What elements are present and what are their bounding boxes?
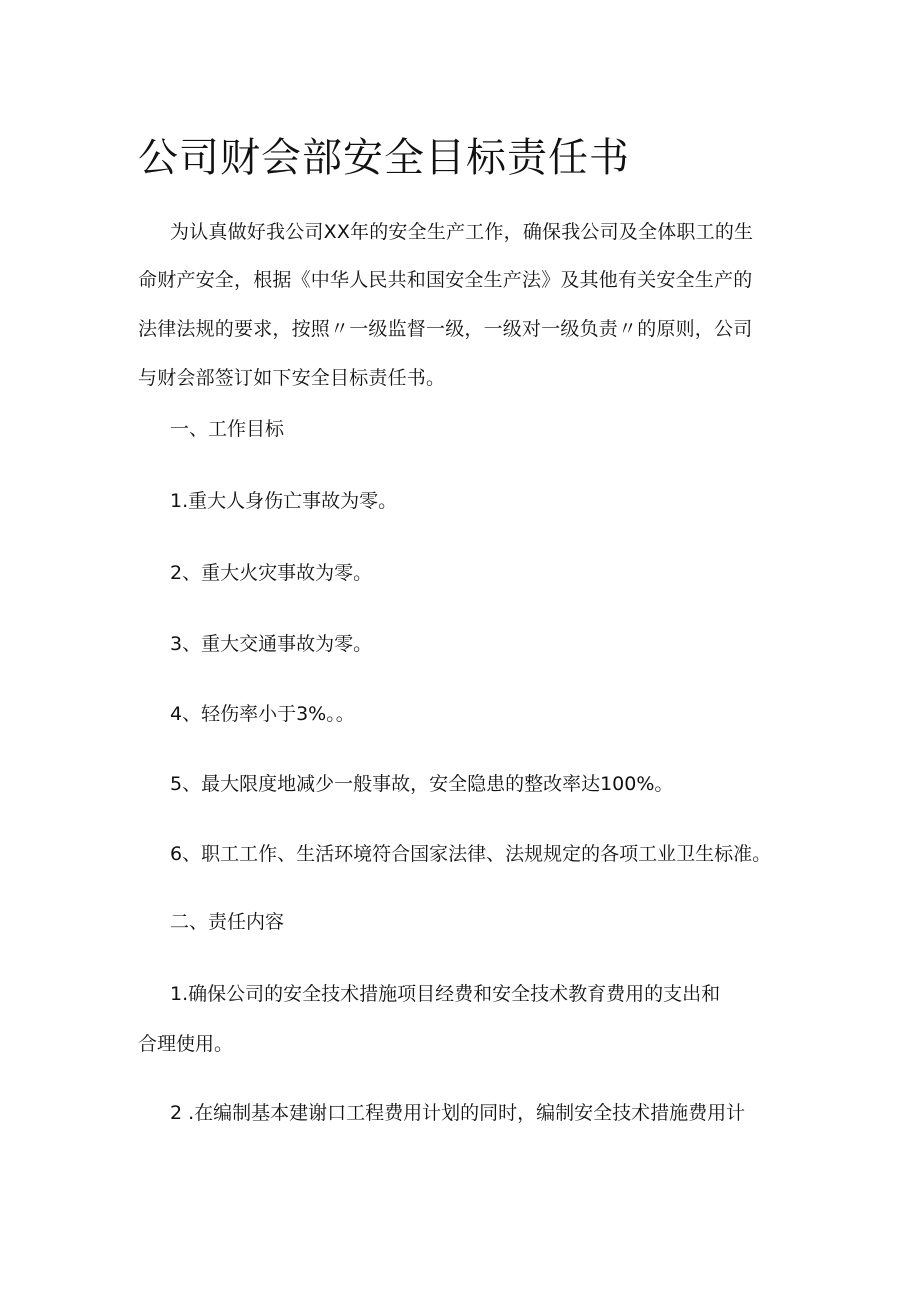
intro-line: 命财产安全，根据《中华人民共和国安全生产法》及其他有关安全生产的 [138, 269, 753, 291]
goal-item-5: 5、最大限度地减少一般事故，安全隐患的整改率达100%。 [170, 773, 674, 795]
goal-item-1: 1.重大人身伤亡事故为零。 [170, 490, 398, 512]
section-heading-responsibilities: 二、责任内容 [170, 911, 285, 933]
responsibility-item-1-cont: 合理使用。 [138, 1033, 234, 1055]
section-heading-work-goals: 一、工作目标 [170, 418, 285, 440]
intro-line: 法律法规的要求，按照〃一级监督一级，一级对一级负责〃的原则，公司 [138, 318, 753, 340]
intro-line: 为认真做好我公司XX年的安全生产工作，确保我公司及全体职工的生 [170, 221, 754, 243]
responsibility-item-1: 1.确保公司的安全技术措施项目经费和安全技术教育费用的支出和 [170, 983, 721, 1005]
document-title: 公司财会部安全目标责任书 [138, 135, 630, 181]
goal-item-2: 2、重大火灾事故为零。 [170, 562, 373, 584]
intro-line: 与财会部签订如下安全目标责任书。 [138, 367, 446, 389]
goal-item-3: 3、重大交通事故为零。 [170, 633, 373, 655]
responsibility-item-2: 2 .在编制基本建谢口工程费用计划的同时，编制安全技术措施费用计 [170, 1102, 746, 1124]
goal-item-4: 4、轻伤率小于3%。。 [170, 703, 355, 725]
goal-item-6: 6、职工工作、生活环境符合国家法律、法规规定的各项工业卫生标准。 [170, 843, 772, 865]
